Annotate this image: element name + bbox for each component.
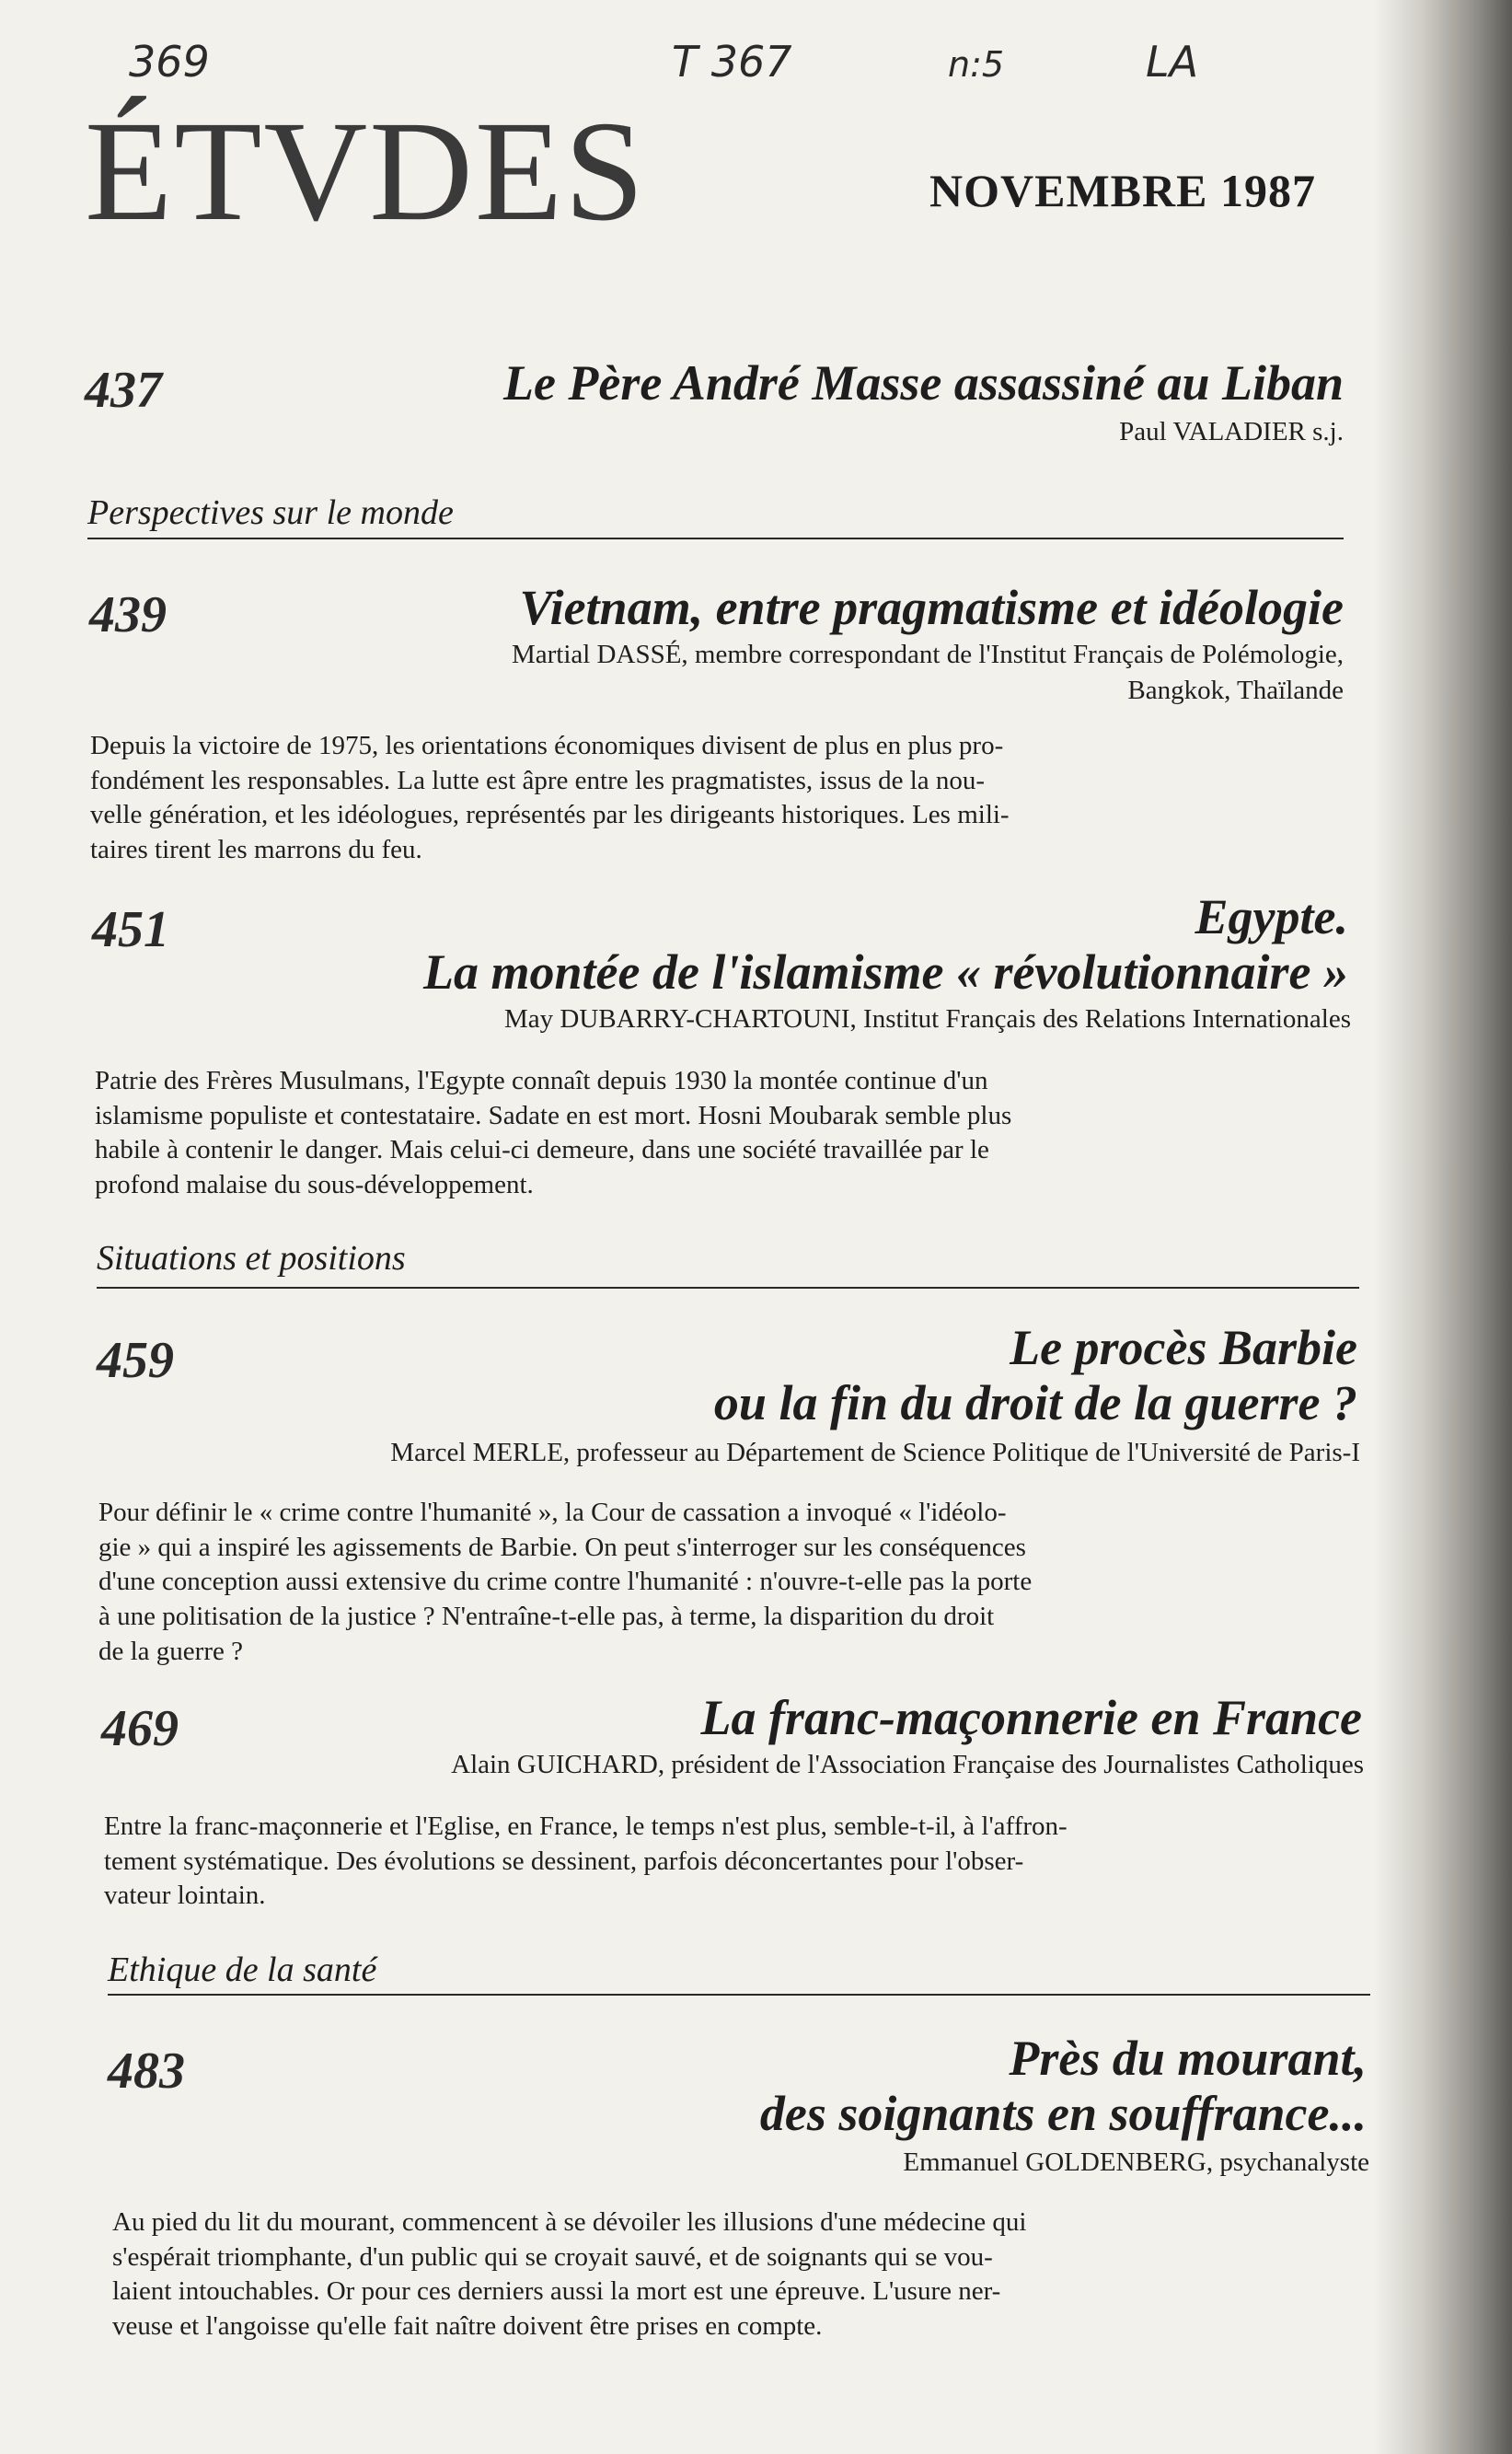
- article-abstract: Pour définir le « crime contre l'humanité », la Cour de cassation a invoqué « l'idéolo- gie » qui a inspiré les agissements de Barbie. On peut s'interroger sur les conséquences d'une conception aussi extensive du crime contre l'humanité : n'ouvre-t-elle pas la porte à une politisation de la justice ? N'entraîne-t-elle pas, à terme, la disparition du droit de la guerre ?: [98, 1498, 1033, 1666]
- issue-date: NOVEMBRE 1987: [929, 165, 1316, 216]
- article-page-number: 451: [92, 901, 169, 958]
- article-author: Martial DASSÉ, membre correspondant de l'Institut Français de Polémologie, Bangkok, Thaïlande: [511, 640, 1344, 706]
- article-page-number: 439: [89, 586, 167, 643]
- article-abstract: Patrie des Frères Musulmans, l'Egypte connaît depuis 1930 la montée continue d'un islamisme populiste et contestataire. Sadate en est mort. Hosni Moubarak semble plus habile à contenir le danger. Mais celui-ci demeure, dans une société travaillée par le profond malaise du sous-développement.: [95, 1066, 1012, 1200]
- article-author: Emmanuel GOLDENBERG, psychanalyste: [903, 2147, 1369, 2177]
- article-title: Vietnam, entre pragmatisme et idéologie: [519, 580, 1344, 635]
- article-title: Près du mourant, des soignants en souffrance...: [759, 2031, 1367, 2142]
- article-page-number: 437: [85, 362, 162, 419]
- section-heading: Situations et positions: [97, 1239, 406, 1278]
- handwritten-note-369: 369: [129, 37, 210, 87]
- article-title: Egypte. La montée de l'islamisme « révolutionnaire »: [423, 889, 1348, 1001]
- article-page-number: 483: [108, 2043, 185, 2100]
- handwritten-note-la: LA: [1146, 37, 1199, 87]
- article-author: Alain GUICHARD, président de l'Association Française des Journalistes Catholiques: [451, 1750, 1364, 1779]
- article-title: La franc-maçonnerie en France: [700, 1690, 1362, 1745]
- article-title: Le Père André Masse assassiné au Liban: [502, 355, 1344, 411]
- section-rule: [108, 1994, 1370, 1996]
- page-edge-shadow: [1374, 0, 1512, 2454]
- section-rule: [87, 538, 1344, 539]
- handwritten-note-t367: T 367: [672, 37, 792, 87]
- handwritten-note-n5: n:5: [948, 44, 1005, 85]
- section-heading: Perspectives sur le monde: [87, 493, 454, 532]
- section-rule: [97, 1287, 1359, 1289]
- article-page-number: 459: [97, 1332, 174, 1389]
- article-author: Marcel MERLE, professeur au Département de Science Politique de l'Université de Paris-I: [390, 1438, 1360, 1467]
- journal-masthead: ÉTVDES: [85, 91, 646, 250]
- article-abstract: Au pied du lit du mourant, commencent à se dévoiler les illusions d'une médecine qui s'espérait triomphante, d'un public qui se croyait sauvé, et de soignants qui se vou- laient intouchables. Or pour ces derniers aussi la mort est une épreuve. L'usure ner- veuse et l'angoisse qu'elle fait naître doivent être prises en compte.: [112, 2207, 1027, 2342]
- article-page-number: 469: [101, 1700, 179, 1757]
- article-abstract: Entre la franc-maçonnerie et l'Eglise, en France, le temps n'est plus, semble-t-il, à l'affron- tement systématique. Des évolutions se dessinent, parfois déconcertantes pour l'obser- vateur lointain.: [104, 1812, 1068, 1911]
- article-author: May DUBARRY-CHARTOUNI, Institut Français des Relations Internationales: [504, 1004, 1351, 1034]
- section-heading: Ethique de la santé: [108, 1950, 377, 1989]
- article-author: Paul VALADIER s.j.: [1119, 417, 1344, 446]
- article-abstract: Depuis la victoire de 1975, les orientations économiques divisent de plus en plus pro- fondément les responsables. La lutte est âpre entre les pragmatistes, issus de la nou- velle génération, et les idéologues, représentés par les dirigeants historiques. Les mili- taires tirent les marrons du feu.: [90, 731, 1010, 865]
- article-title: Le procès Barbie ou la fin du droit de la guerre ?: [713, 1320, 1357, 1431]
